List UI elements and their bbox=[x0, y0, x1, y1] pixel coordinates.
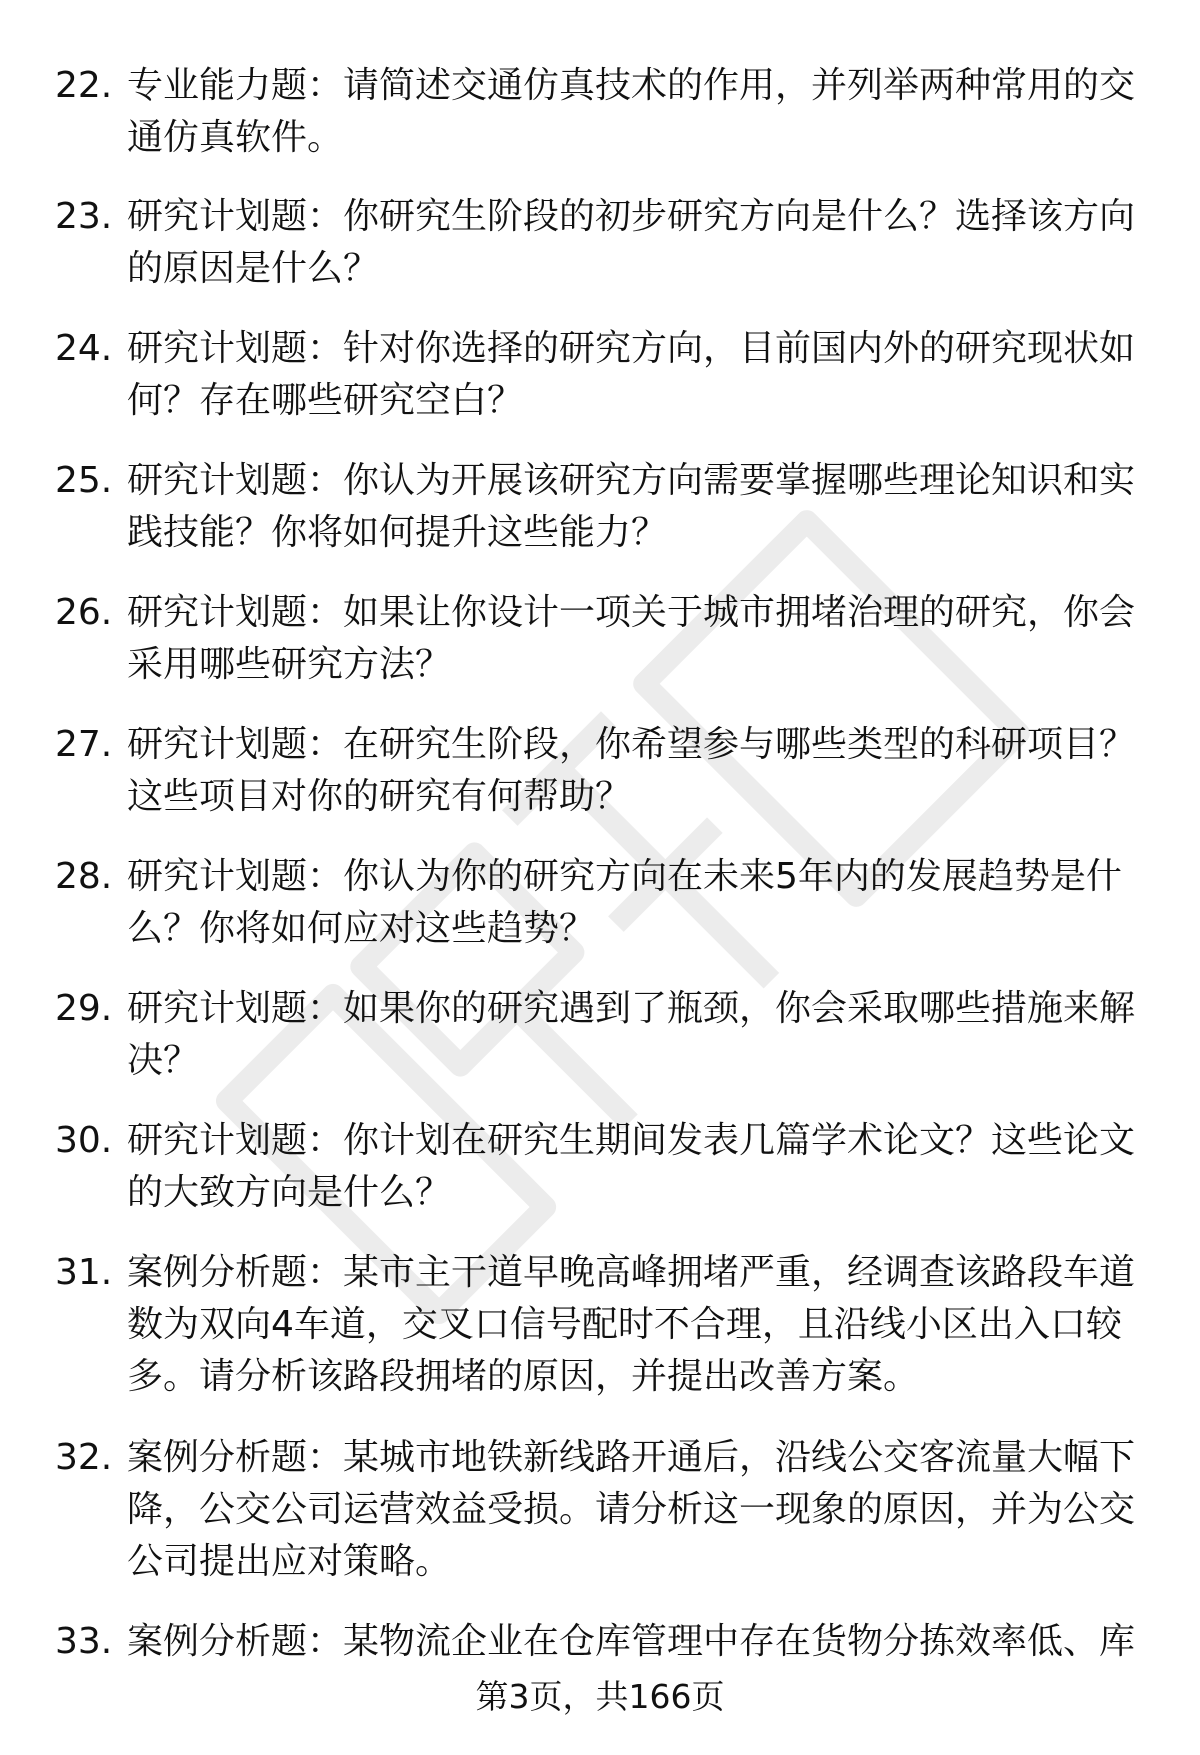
question-number: 27. bbox=[55, 724, 113, 765]
question-number: 28. bbox=[55, 856, 113, 897]
page-indicator: 第3页，共166页 bbox=[475, 1677, 725, 1716]
question-text: 案例分析题：某市主干道早晚高峰拥堵严重，经调查该路段车道数为双向4车道，交叉口信号配时不合理，且沿线小区出入口较多。请分析该路段拥堵的原因，并提出改善方案。 bbox=[127, 1252, 1136, 1397]
question-text: 案例分析题：某城市地铁新线路开通后，沿线公交客流量大幅下降，公交公司运营效益受损。请分析这一现象的原因，并为公交公司提出应对策略。 bbox=[127, 1437, 1136, 1582]
question-number: 32. bbox=[55, 1437, 113, 1478]
question-text: 研究计划题：你认为你的研究方向在未来5年内的发展趋势是什么？你将如何应对这些趋势？ bbox=[127, 856, 1122, 949]
question-number: 24. bbox=[55, 328, 113, 369]
question-text: 案例分析题：某物流企业在仓库管理中存在货物分拣效率低、库 bbox=[127, 1621, 1136, 1662]
question-text: 专业能力题：请简述交通仿真技术的作用，并列举两种常用的交通仿真软件。 bbox=[127, 65, 1136, 158]
question-number: 23. bbox=[55, 196, 113, 237]
question-text: 研究计划题：如果让你设计一项关于城市拥堵治理的研究，你会采用哪些研究方法？ bbox=[127, 592, 1136, 685]
question-text: 研究计划题：你认为开展该研究方向需要掌握哪些理论知识和实践技能？你将如何提升这些能力？ bbox=[127, 460, 1136, 553]
question-text: 研究计划题：你研究生阶段的初步研究方向是什么？选择该方向的原因是什么？ bbox=[127, 196, 1136, 289]
question-number: 25. bbox=[55, 460, 113, 501]
question-text: 研究计划题：如果你的研究遇到了瓶颈，你会采取哪些措施来解决？ bbox=[127, 988, 1136, 1081]
question-number: 31. bbox=[55, 1252, 113, 1293]
question-number: 30. bbox=[55, 1120, 113, 1161]
question-number: 33. bbox=[55, 1621, 113, 1662]
question-number: 26. bbox=[55, 592, 113, 633]
question-text: 研究计划题：针对你选择的研究方向，目前国内外的研究现状如何？存在哪些研究空白？ bbox=[127, 328, 1136, 421]
question-text: 研究计划题：在研究生阶段，你希望参与哪些类型的科研项目？这些项目对你的研究有何帮助？ bbox=[127, 724, 1136, 817]
question-text: 研究计划题：你计划在研究生期间发表几篇学术论文？这些论文的大致方向是什么？ bbox=[127, 1120, 1136, 1213]
question-number: 29. bbox=[55, 988, 113, 1029]
question-number: 22. bbox=[55, 65, 113, 106]
